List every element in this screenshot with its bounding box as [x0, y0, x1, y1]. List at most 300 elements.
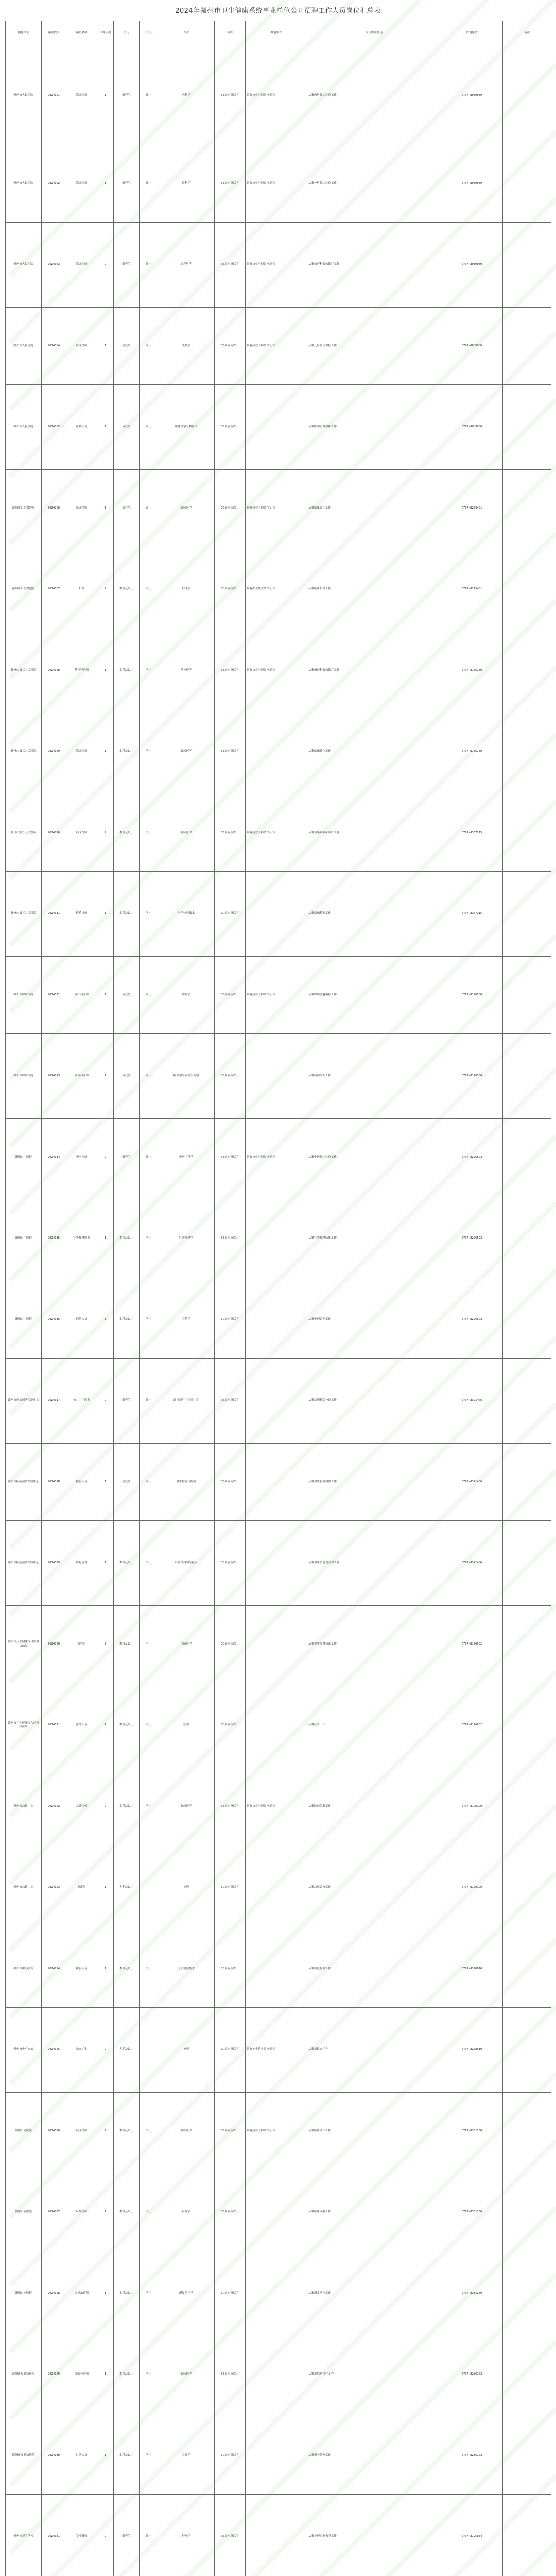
cell-age: 35周岁及以下 [215, 632, 246, 709]
cell-phone: 0797-8331260 [441, 2255, 503, 2332]
page-title: 2024年赣州市卫生健康系统事业单位公开招聘工作人员岗位汇总表 [175, 7, 381, 15]
cell-edu: 研究生 [114, 145, 140, 223]
cell-edu: 大专及以上 [114, 2008, 140, 2093]
cell-unit: 赣州市卫生学校 [6, 2495, 42, 2576]
cell-post: 调度员 [66, 1845, 97, 1930]
cell-cond: 具有执业医师资格证书 [246, 957, 307, 1034]
cell-degree: 硕士 [140, 385, 158, 470]
cell-phone: 0797-8120120 [441, 1768, 503, 1845]
cell-major: 中医内科学 [158, 1119, 215, 1196]
cell-post: 临床医师 [66, 794, 97, 872]
cell-duty: 从事康复治疗工作 [307, 2255, 441, 2332]
cell-age: 30周岁及以下 [215, 2008, 246, 2093]
cell-unit: 赣州市妇幼保健院 [6, 547, 42, 632]
cell-duty: 从事临床护理工作 [307, 547, 441, 632]
cell-code: 2024013 [42, 1034, 66, 1119]
cell-unit: 赣州市急救中心 [6, 1845, 42, 1930]
cell-unit: 赣州市第五人民医院 [6, 872, 42, 957]
cell-unit: 赣州市中心血站 [6, 1930, 42, 2008]
cell-major: 针灸推拿学 [158, 1196, 215, 1281]
col-header: 年龄 [215, 21, 246, 46]
cell-edu: 本科及以上 [114, 1281, 140, 1359]
cell-cond: 具有执业医师资格证书 [246, 46, 307, 145]
cell-phone: 0797-8089080 [441, 46, 503, 145]
cell-code: 2024003 [42, 223, 66, 308]
cell-duty: 从事临床诊疗工作 [307, 2093, 441, 2170]
cell-edu: 研究生 [114, 1444, 140, 1521]
cell-note [503, 2093, 551, 2170]
cell-unit: 赣州市疾病预防控制中心 [6, 1444, 42, 1521]
cell-phone: 0797-8089080 [441, 308, 503, 385]
cell-post: 公共卫生医师 [66, 1359, 97, 1444]
table-row [6, 547, 551, 632]
cell-degree: 学士 [140, 1281, 158, 1359]
cell-count: 1 [97, 1196, 114, 1281]
table-row [6, 1683, 551, 1768]
cell-unit: 赣州市中医院 [6, 1119, 42, 1196]
cell-major: 精神医学 [158, 632, 215, 709]
cell-duty: 从事传染病临床诊疗工作 [307, 794, 441, 872]
cell-degree [140, 2008, 158, 2093]
cell-phone: 0797-8226523 [441, 1281, 503, 1359]
table-row [6, 794, 551, 872]
cell-phone: 0797-8176902 [441, 1683, 503, 1768]
cell-major: 中药学 [158, 1281, 215, 1359]
cell-post: 信息管理 [66, 1521, 97, 1606]
cell-note [503, 470, 551, 547]
cell-age: 30周岁及以下 [215, 1281, 246, 1359]
cell-note [503, 46, 551, 145]
col-header: 岗位职责描述 [307, 21, 441, 46]
cell-unit: 赣州市立医院 [6, 2255, 42, 2332]
cell-duty: 从事疾病预防控制工作 [307, 1359, 441, 1444]
cell-major: 康复治疗学 [158, 2255, 215, 2332]
table-row [6, 308, 551, 385]
cell-edu: 本科及以上 [114, 794, 140, 872]
cell-count: 1 [97, 1281, 114, 1359]
cell-degree: 学士 [140, 1521, 158, 1606]
cell-cond [246, 2332, 307, 2417]
cell-degree: 硕士 [140, 470, 158, 547]
cell-code: 2024023 [42, 1845, 66, 1930]
cell-count: 1 [97, 709, 114, 794]
cell-edu: 本科及以上 [114, 1606, 140, 1683]
table-body [6, 46, 551, 2576]
cell-code: 2024029 [42, 2332, 66, 2417]
col-header: 备注 [503, 21, 551, 46]
cell-age: 35周岁及以下 [215, 145, 246, 223]
cell-duty: 从事临床检验工作 [307, 872, 441, 957]
cell-code: 2024026 [42, 2093, 66, 2170]
cell-cond: 具有执业医师资格证书 [246, 470, 307, 547]
cell-note [503, 794, 551, 872]
cell-age: 35周岁及以下 [215, 470, 246, 547]
table-row [6, 2332, 551, 2417]
cell-degree: 学士 [140, 1683, 158, 1768]
cell-cond [246, 1359, 307, 1444]
table-row [6, 1521, 551, 1606]
cell-duty: 从事外科临床诊疗工作 [307, 145, 441, 223]
cell-unit: 赣州市第五人民医院 [6, 794, 42, 872]
cell-post: 临床医师 [66, 2093, 97, 2170]
cell-duty: 从事临床诊疗工作 [307, 709, 441, 794]
cell-code: 2024031 [42, 2495, 66, 2576]
cell-degree: 硕士 [140, 1444, 158, 1521]
recruitment-table-wrapper [5, 21, 551, 2576]
cell-phone: 0797-8156780 [441, 632, 503, 709]
cell-code: 2024030 [42, 2417, 66, 2495]
cell-phone: 0797-8228910 [441, 2008, 503, 2093]
cell-note [503, 1768, 551, 1845]
cell-note [503, 709, 551, 794]
cell-cond: 具有执业医师资格证书 [246, 2093, 307, 2170]
cell-count: 1 [97, 2255, 114, 2332]
cell-duty: 从事临床麻醉工作 [307, 2170, 441, 2255]
cell-edu: 本科及以上 [114, 1521, 140, 1606]
cell-code: 2024005 [42, 385, 66, 470]
table-row [6, 632, 551, 709]
cell-count: 2 [97, 1359, 114, 1444]
cell-code: 2024018 [42, 1444, 66, 1521]
cell-degree: 学士 [140, 872, 158, 957]
cell-count: 2 [97, 223, 114, 308]
cell-count: 1 [97, 1930, 114, 2008]
cell-duty: 从事采供血工作 [307, 2008, 441, 2093]
cell-edu: 本科及以上 [114, 1196, 140, 1281]
cell-note [503, 1281, 551, 1359]
cell-code: 2024008 [42, 632, 66, 709]
cell-code: 2024020 [42, 1606, 66, 1683]
cell-degree: 硕士 [140, 1034, 158, 1119]
cell-age: 35周岁及以下 [215, 1119, 246, 1196]
cell-phone: 0797-8226523 [441, 1196, 503, 1281]
cell-post: 检验技师 [66, 872, 97, 957]
cell-age: 35周岁及以下 [215, 1359, 246, 1444]
cell-age: 30周岁及以下 [215, 2417, 246, 2495]
cell-note [503, 145, 551, 223]
cell-duty: 从事法务工作 [307, 1683, 441, 1768]
cell-unit: 赣州市疾病预防控制中心 [6, 1521, 42, 1606]
col-header: 其他条件 [246, 21, 307, 46]
cell-edu: 研究生 [114, 1034, 140, 1119]
cell-count: 1 [97, 470, 114, 547]
cell-edu: 研究生 [114, 223, 140, 308]
cell-unit: 赣州市人民医院 [6, 223, 42, 308]
cell-edu: 本科及以上 [114, 2093, 140, 2170]
cell-code: 2024006 [42, 470, 66, 547]
cell-count: 2 [97, 547, 114, 632]
cell-age: 35周岁及以下 [215, 385, 246, 470]
cell-post: 护理 [66, 547, 97, 632]
cell-code: 2024017 [42, 1359, 66, 1444]
cell-code: 2024016 [42, 1281, 66, 1359]
cell-age: 30周岁及以下 [215, 1930, 246, 2008]
cell-duty: 从事妇产科临床诊疗工作 [307, 223, 441, 308]
table-row [6, 1359, 551, 1444]
cell-major: 护理学 [158, 2495, 215, 2576]
cell-duty: 从事针灸推拿临床工作 [307, 1196, 441, 1281]
cell-code: 2024022 [42, 1768, 66, 1845]
cell-code: 2024004 [42, 308, 66, 385]
cell-note [503, 872, 551, 957]
cell-age: 35周岁及以下 [215, 2093, 246, 2170]
cell-post: 中医医师 [66, 1119, 97, 1196]
cell-unit: 赣州市皮肤病医院 [6, 2332, 42, 2417]
cell-major: 临床医学 [158, 709, 215, 794]
cell-edu: 研究生 [114, 46, 140, 145]
cell-age: 35周岁及以下 [215, 794, 246, 872]
cell-degree: 学士 [140, 1768, 158, 1845]
cell-phone: 0797-8331260 [441, 2170, 503, 2255]
cell-duty: 从事财务管理工作 [307, 2417, 441, 2495]
cell-post: 针灸推拿医师 [66, 1196, 97, 1281]
table-row [6, 46, 551, 145]
cell-major: 计算机科学与技术 [158, 1521, 215, 1606]
cell-code: 2024009 [42, 709, 66, 794]
cell-cond [246, 2170, 307, 2255]
cell-duty: 从事卫生监督执法工作 [307, 1606, 441, 1683]
cell-count: 1 [97, 1444, 114, 1521]
cell-count: 1 [97, 2417, 114, 2495]
table-row [6, 2093, 551, 2170]
cell-age: 30周岁及以下 [215, 1521, 246, 1606]
cell-post: 病理科医师 [66, 1034, 97, 1119]
cell-post: 医技人员 [66, 385, 97, 470]
cell-phone: 0797-8195634 [441, 2495, 503, 2576]
cell-count: 1 [97, 1521, 114, 1606]
cell-major: 医学检验技术 [158, 1930, 215, 2008]
table-row [6, 1196, 551, 1281]
cell-degree: 学士 [140, 794, 158, 872]
cell-edu: 研究生 [114, 2495, 140, 2576]
cell-duty: 从事儿科临床诊疗工作 [307, 308, 441, 385]
cell-degree: 学士 [140, 2170, 158, 2255]
cell-duty: 从事急救调度工作 [307, 1845, 441, 1930]
cell-post: 药剂人员 [66, 1281, 97, 1359]
cell-major: 流行病与卫生统计学 [158, 1359, 215, 1444]
cell-edu: 本科及以上 [114, 1930, 140, 2008]
cell-edu: 研究生 [114, 385, 140, 470]
cell-cond: 具有执业医师资格证书 [246, 1768, 307, 1845]
cell-duty: 从事医学影像诊断工作 [307, 385, 441, 470]
cell-age: 35周岁及以下 [215, 2170, 246, 2255]
cell-unit: 赣州市疾病预防控制中心 [6, 1359, 42, 1444]
cell-phone: 0797-8223451 [441, 470, 503, 547]
cell-duty: 从事院前急救工作 [307, 1768, 441, 1845]
cell-age: 35周岁及以下 [215, 1196, 246, 1281]
cell-note [503, 1606, 551, 1683]
cell-age: 30周岁及以下 [215, 872, 246, 957]
cell-edu: 本科及以上 [114, 632, 140, 709]
cell-count: 1 [97, 957, 114, 1034]
cell-note [503, 1444, 551, 1521]
cell-post: 放疗科医师 [66, 957, 97, 1034]
cell-post: 采血护士 [66, 2008, 97, 2093]
cell-phone: 0797-8223451 [441, 547, 503, 632]
cell-edu: 研究生 [114, 470, 140, 547]
table-row [6, 1606, 551, 1683]
cell-cond [246, 1521, 307, 1606]
cell-edu: 研究生 [114, 1119, 140, 1196]
table-row [6, 1119, 551, 1196]
cell-duty: 从事卫生信息化管理工作 [307, 1521, 441, 1606]
cell-unit: 赣州市人民医院 [6, 308, 42, 385]
cell-cond [246, 1281, 307, 1359]
cell-edu: 本科及以上 [114, 709, 140, 794]
cell-post: 法务人员 [66, 1683, 97, 1768]
cell-count: 2 [97, 1119, 114, 1196]
cell-note [503, 308, 551, 385]
cell-count: 1 [97, 308, 114, 385]
cell-note [503, 1930, 551, 2008]
cell-major: 病理学与病理生理学 [158, 1034, 215, 1119]
cell-degree: 学士 [140, 632, 158, 709]
cell-duty: 从事血液检测工作 [307, 1930, 441, 2008]
cell-edu: 研究生 [114, 957, 140, 1034]
cell-major: 护理 [158, 2008, 215, 2093]
cell-degree: 学士 [140, 2255, 158, 2332]
table-row [6, 1930, 551, 2008]
cell-phone: 0797-8286103 [441, 2332, 503, 2417]
cell-unit: 赣州市人民医院 [6, 385, 42, 470]
cell-post: 检验人员 [66, 1930, 97, 2008]
table-row [6, 223, 551, 308]
cell-code: 2024015 [42, 1196, 66, 1281]
cell-code: 2024021 [42, 1683, 66, 1768]
cell-count: 1 [97, 46, 114, 145]
table-row [6, 1845, 551, 1930]
cell-note [503, 1196, 551, 1281]
col-header: 招聘单位 [6, 21, 42, 46]
cell-phone: 0797-8367215 [441, 794, 503, 872]
cell-post: 急诊医师 [66, 1768, 97, 1845]
cell-unit: 赣州市中医院 [6, 1281, 42, 1359]
cell-edu: 研究生 [114, 1359, 140, 1444]
cell-unit: 赣州市第三人民医院 [6, 632, 42, 709]
cell-unit: 赣州市急救中心 [6, 1768, 42, 1845]
cell-age: 35周岁及以下 [215, 1444, 246, 1521]
cell-post: 临床医师 [66, 470, 97, 547]
cell-count: 1 [97, 2170, 114, 2255]
cell-edu: 本科及以上 [114, 547, 140, 632]
cell-cond: 具有执业医师资格证书 [246, 223, 307, 308]
cell-major: 卫生检验与检疫 [158, 1444, 215, 1521]
cell-note [503, 2170, 551, 2255]
cell-count: 2 [97, 2008, 114, 2093]
cell-degree: 硕士 [140, 46, 158, 145]
cell-code: 2024024 [42, 1930, 66, 2008]
cell-phone: 0797-8321456 [441, 1521, 503, 1606]
cell-duty: 从事皮肤病诊疗工作 [307, 2332, 441, 2417]
cell-edu: 研究生 [114, 308, 140, 385]
cell-major: 法学 [158, 1683, 215, 1768]
cell-degree: 硕士 [140, 308, 158, 385]
cell-edu: 大专及以上 [114, 1845, 140, 1930]
cell-note [503, 957, 551, 1034]
cell-age: 30周岁及以下 [215, 1606, 246, 1683]
cell-note [503, 2495, 551, 2576]
cell-post: 康复治疗师 [66, 2255, 97, 2332]
cell-phone: 0797-8321456 [441, 1444, 503, 1521]
cell-phone: 0797-8176530 [441, 957, 503, 1034]
table-row [6, 2495, 551, 2576]
cell-age: 35周岁及以下 [215, 223, 246, 308]
cell-post: 临床医师 [66, 709, 97, 794]
cell-duty: 从事临床诊疗工作 [307, 470, 441, 547]
cell-age: 35周岁及以下 [215, 2332, 246, 2417]
table-row [6, 872, 551, 957]
cell-phone: 0797-8228910 [441, 1930, 503, 2008]
cell-duty: 从事内科临床诊疗工作 [307, 46, 441, 145]
table-row [6, 1281, 551, 1359]
cell-unit: 赣州市立医院 [6, 2093, 42, 2170]
cell-count: 2 [97, 2093, 114, 2170]
cell-code: 2024007 [42, 547, 66, 632]
cell-degree: 学士 [140, 547, 158, 632]
cell-post: 皮肤科医师 [66, 2332, 97, 2417]
cell-note [503, 2255, 551, 2332]
cell-degree: 学士 [140, 2093, 158, 2170]
cell-major: 护理学 [158, 547, 215, 632]
cell-age: 35周岁及以下 [215, 1768, 246, 1845]
table-row [6, 2008, 551, 2093]
cell-degree: 学士 [140, 709, 158, 794]
cell-note [503, 2417, 551, 2495]
cell-post: 临床医师 [66, 308, 97, 385]
cell-phone: 0797-8176902 [441, 1606, 503, 1683]
cell-degree: 硕士 [140, 1359, 158, 1444]
cell-unit: 赣州市肿瘤医院 [6, 1034, 42, 1119]
cell-note [503, 1359, 551, 1444]
cell-cond [246, 1196, 307, 1281]
cell-degree: 学士 [140, 1930, 158, 2008]
cell-phone: 0797-8089080 [441, 385, 503, 470]
cell-degree: 硕士 [140, 223, 158, 308]
cell-duty: 从事卫生检验检测工作 [307, 1444, 441, 1521]
cell-phone: 0797-8367215 [441, 872, 503, 957]
cell-post: 财务人员 [66, 2417, 97, 2495]
cell-post: 精神科医师 [66, 632, 97, 709]
cell-code: 2024010 [42, 794, 66, 872]
table-row [6, 709, 551, 794]
cell-major: 外科学 [158, 145, 215, 223]
cell-note [503, 1521, 551, 1606]
cell-phone: 0797-8321456 [441, 1359, 503, 1444]
table-row [6, 1034, 551, 1119]
col-header: 岗位代码 [42, 21, 66, 46]
cell-phone: 0797-8226523 [441, 1119, 503, 1196]
cell-major: 临床医学 [158, 2332, 215, 2417]
cell-degree: 学士 [140, 1196, 158, 1281]
cell-major: 临床医学 [158, 470, 215, 547]
cell-unit: 赣州市中心血站 [6, 2008, 42, 2093]
cell-count: 1 [97, 1683, 114, 1768]
cell-note [503, 1845, 551, 1930]
cell-post: 临床医师 [66, 46, 97, 145]
col-header: 岗位名称 [66, 21, 97, 46]
cell-age: 35周岁及以下 [215, 46, 246, 145]
cell-edu: 本科及以上 [114, 1683, 140, 1768]
table-row [6, 2417, 551, 2495]
cell-degree: 硕士 [140, 2495, 158, 2576]
cell-code: 2024019 [42, 1521, 66, 1606]
cell-degree: 硕士 [140, 1119, 158, 1196]
table-row [6, 145, 551, 223]
cell-cond [246, 1606, 307, 1683]
cell-count: 1 [97, 385, 114, 470]
cell-code: 2024027 [42, 2170, 66, 2255]
cell-edu: 本科及以上 [114, 2417, 140, 2495]
